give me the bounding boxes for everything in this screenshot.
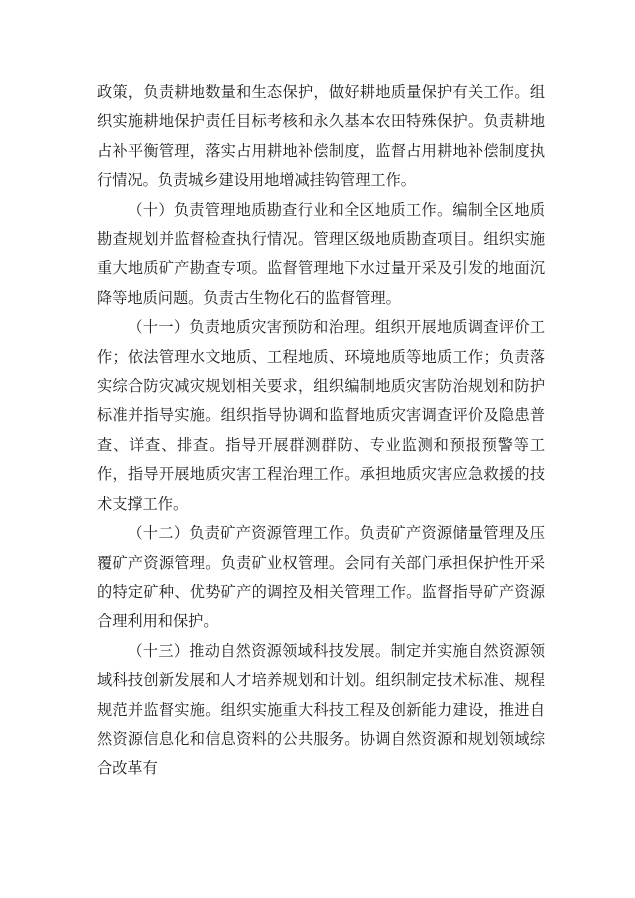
paragraph-item-13-science-technology: （十三）推动自然资源领域科技发展。制定并实施自然资源领域科技创新发展和人才培养规划和计划。组织制定技术标准、规程规范并监督实施。组织实施重大科技工程及创新能力建设，推进自然资源信息化和信息资料的公共服务。协调自然资源和规划领域综合改革有 — [97, 641, 545, 778]
paragraph-item-12-mineral-resources: （十二）负责矿产资源管理工作。负责矿产资源储量管理及压覆矿产资源管理。负责矿业权管理。会同有关部门承担保护性开采的特定矿种、优势矿产的调控及相关管理工作。监督指导矿产资源合理利用和保护。 — [97, 524, 545, 631]
paragraph-item-11-geological-disaster: （十一）负责地质灾害预防和治理。组织开展地质调查评价工作；依法管理水文地质、工程地质、环境地质等地质工作；负责落实综合防灾减灾规划相关要求，组织编制地质灾害防治规划和防护标准并指导实施。组织指导协调和监督地质灾害调查评价及隐患普查、详查、排查。指导开展群测群防、专业监测和预报预警等工作，指导开展地质灾害工程治理工作。承担地质灾害应急救援的技术支撑工作。 — [97, 318, 545, 513]
paragraph-item-10-geological-survey: （十）负责管理地质勘查行业和全区地质工作。编制全区地质勘查规划并监督检查执行情况。管理区级地质勘查项目。组织实施重大地质矿产勘查专项。监督管理地下水过量开采及引发的地面沉降等地质问题。负责古生物化石的监督管理。 — [97, 200, 545, 307]
document-body — [97, 78, 545, 784]
paragraph-farmland-continued: 政策，负责耕地数量和生态保护，做好耕地质量保护有关工作。组织实施耕地保护责任目标考核和永久基本农田特殊保护。负责耕地占补平衡管理，落实占用耕地补偿制度，监督占用耕地补偿制度执行情况。负责城乡建设用地增减挂钩管理工作。 — [97, 83, 545, 190]
